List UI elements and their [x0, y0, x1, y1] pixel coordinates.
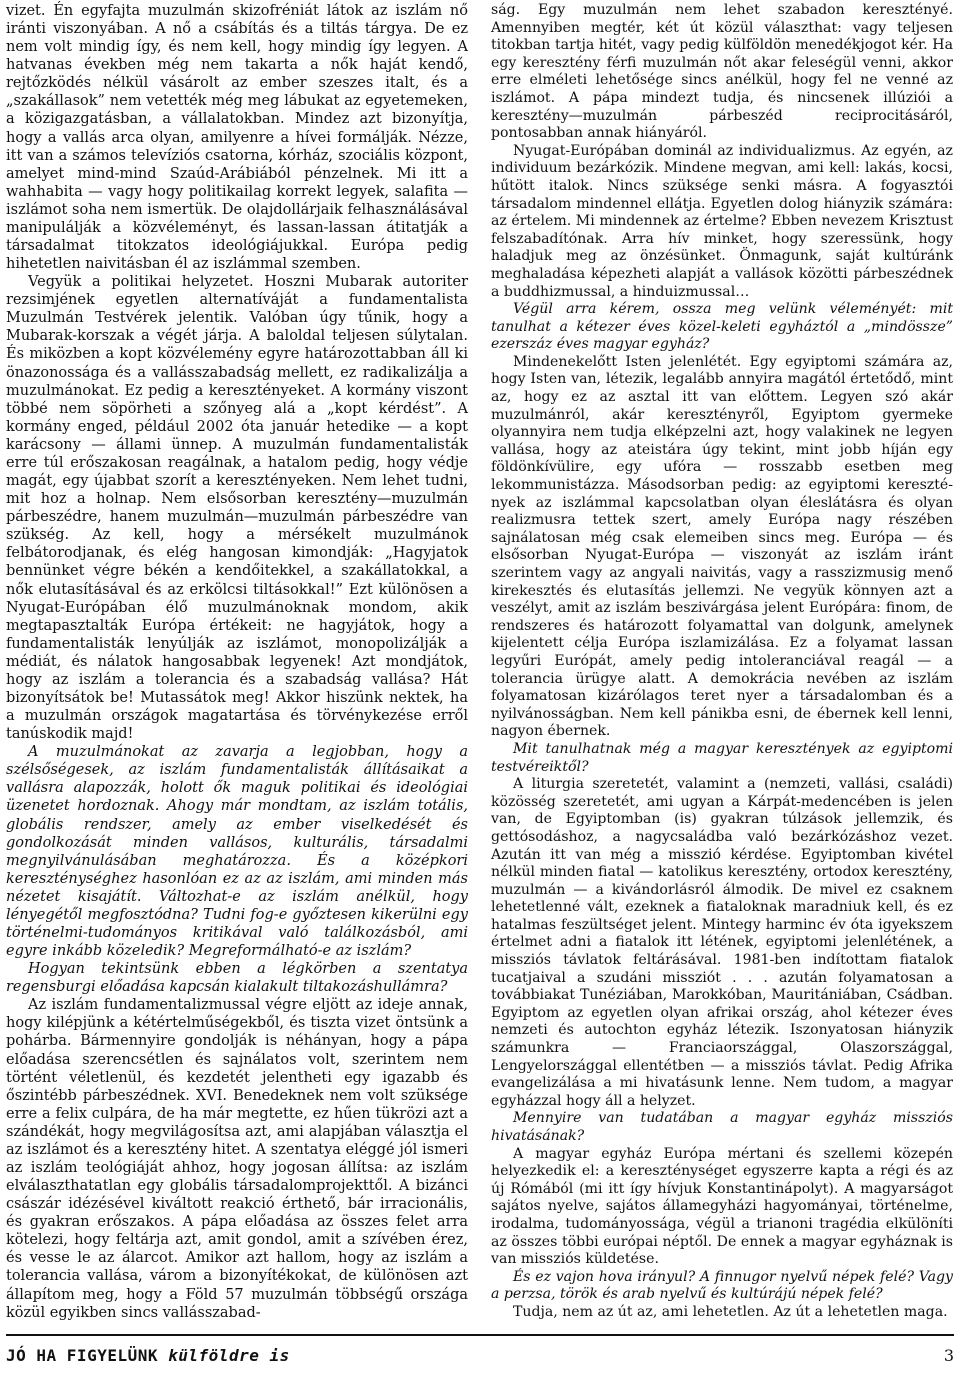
- interview-question-1: A muzulmánokat az zavarja a legjobban, hogy a szélsőségesek, az iszlám fundamentalisták állításaikat a vallásra alapozzák, holott ők maguk politikai és ideológiai üzenetet hordoznak. Ahogy már mondtam, az iszlám totális, globális rendszer, amely az ember viselkedését és gondolkozását minden vallásos, kulturális, társadalmi megnyilvánulásában meghatározza. És a középkori kereszténységhez hasonlóan ez az az iszlám, ami minden más nézetet kisajátít. Változhat-e az iszlám anélkül, hogy lényegétől megfosztódna? Tudni fog-e győztesen kikerülni egy történelmi-tudományos kritikával való találkozásból, ami egyre inkább közeledik? Megreformálható-e az iszlám?: [6, 744, 468, 960]
- paragraph-right-5: A magyar egyház Európa mértani és szellemi közepén helyezkedik el: a kereszténységet egyszerre kapta a régi és az új Rómából (mi itt így hívjuk Konstantinápolyt). A magyarságot sajátos nyelve, sajátos államegyházi hagyományai, történelme, irodalma, tudományossága, végül a trianoni tragédia elkülöníti az összes többi európai néptől. De ennek a magyar egyháznak is van missziós küldetése.: [491, 1145, 953, 1268]
- page-footer: [6, 1334, 954, 1366]
- interview-question-2: Hogyan tekintsünk ebben a légkörben a szentatya regensburgi előadása kapcsán kialakult tiltakozáshullámra?: [6, 961, 468, 996]
- right-column: [491, 2, 953, 1322]
- paragraph-left-3: Az iszlám fundamentalizmussal végre eljött az ideje annak, hogy kilépjünk a kétértelműségekből, és tiszta vizet öntsünk a pohárba. Bármennyire gondolják is néhányan, hogy a pápa előadása szerencsétlen és sajnálatos volt, szerintem nem történt véletlenül, és kezdetét jelentheti egy igazabb és őszintébb párbeszédnek. XVI. Benedeknek nem volt szüksége erre a felix culpára, de ha már megtette, ez hűen tükrözi azt a szándékát, hogy megvilágosítsa azt, ami alapjában választja el az iszlámot és a keresztény hitet. A szentatya eléggé jól ismeri az iszlám teológiáját ahhoz, hogy jogosan állítsa: az iszlám elválaszthatatlan egy globális társadalomprojekttől. A bizánci császár idézésével kiváltott reakció érthető, bár irracionális, és gyakran erőszakos. A pápa előadása az összes felet arra kötelezi, hogy feltárja azt, amit gondol, amit a szívében érez, és vesse le az álarcot. Amikor azt hallom, hogy az iszlám a tolerancia vallása, várom a bizonyítékokat, de különösen azt állapítom meg, hogy a Föld 57 muzulmán többségű országa közül egyikben sincs vallásszabad-: [6, 997, 468, 1321]
- paragraph-right-3: Mindenekelőtt Isten jelenlétét. Egy egyiptomi számára az, hogy Isten van, létezik, legalább annyira magától értetődő, mint az, hogy ez az asztal itt van előttem. Legyen szó akár muzulmánról, akár keresztényről, Egyiptom gyermeke olyannyira nem tudja elképzelni azt, hogy valakinek ne legyen vallása, hogy az ateistára úgy tekint, mint jobb híján egy földönkívülire, egy ufóra — rosszabb esetben meg lekommunistázza. Másodsorban pedig: az egyiptomi keresztények az iszlámmal kapcsolatban olyan éleslátásra és olyan realizmusra tettek szert, amely Európa nagy részében sajnálatosan még csak elemeiben sincs meg. Európa — és elsősorban Nyugat-Európa — viszonyát az iszlám iránt szerintem vagy az angyali naivitás, vagy a rasszizmusig menő kirekesztés és elutasítás jellemzi. Ne vegyük könnyen azt a veszélyt, amit az iszlám beszivárgása jelent Európára: finom, de rendszeres és határozott folyamattal van dolgunk, amelynek kijelentett célja Európa iszlamizálása. Ez a folyamat lassan legyűri Európát, amely pedig intoleranciával reagál — a tolerancia ürügye alatt. A demokrácia nevében az iszlám folyamatosan kizárólagos teret nyer a társadalomban és a nyilvánosságban. Nem kell pánikba esni, de ébernek kell lenni, nagyon ébernek.: [491, 353, 953, 740]
- paragraph-right-2: Nyugat-Európában dominál az individualizmus. Az egyén, az individuum bezárkózik. Mindene megvan, ami kell: lakás, kocsi, hűtött italok. Nincs szüksége senki másra. A fogyasztói társadalom mindennel ellátja. Egyetlen dolog hiányzik számára: az értelem. Mi mindennek az értelme? Ebben nevezem Krisztust felszabadítónak. Arra hív minket, hogy szeressünk, hogy haladjuk meg az önzésünket. Önmagunk, saját kultúránk meghaladása képezheti alapját a vallások közötti párbeszédnek a buddhizmussal, a hinduizmussal…: [491, 142, 953, 300]
- interview-question-6: És ez vajon hova irányul? A finnugor nyelvű népek felé? Vagy a perzsa, török és arab nyelvű és kultúrájú népek felé?: [491, 1268, 953, 1303]
- interview-question-4: Mit tanulhatnak még a magyar keresztények az egyiptomi testvéreiktől?: [491, 740, 953, 775]
- interview-question-5: Mennyire van tudatában a magyar egyház missziós hivatásának?: [491, 1110, 953, 1144]
- paragraph-right-6: Tudja, nem az út az, ami lehetetlen. Az út a lehetetlen maga.: [513, 1303, 948, 1320]
- paragraph-right-1: ság. Egy muzulmán nem lehet szabadon keresztényé. Amennyiben megtér, két út közül választhat: vagy teljesen titokban tartja hitét, vagy pedig külföldön menedékjogot kér. Ha egy keresztény férfi muzulmán nőt akar feleségül venni, akkor erre elméleti lehetősége sincs anélkül, hogy fel ne venné az iszlámot. A pápa mindezt tudja, és nincsenek illúziói a keresztény—muzulmán párbeszéd reciprocitásáról, pontosabban annak hiányáról.: [491, 2, 953, 142]
- page-number: 3: [943, 1346, 954, 1365]
- interview-question-3: Végül arra kérem, ossza meg velünk véleményét: mit tanulhat a kétezer éves közel-keleti egyháztól a „mindössze” ezerszáz éves magyar egyház?: [491, 301, 953, 353]
- paragraph-left-1: vizet. Én egyfajta muzulmán skizofréniát látok az iszlám nő iránti viszonyában. A nő a csábítás és a tiltás tárgya. De ez nem volt mindig így, és nem kell, hogy mindig így legyen. A hatvanas években még nem takarta a nők haját kendő, rejtőzködés nélkül vásárolt az ember szeszes italt, és a „szakállasok” nem vetették még meg lábukat az egyetemeken, a közigazgatásban, a vállalatokban. Mindez azt bizonyítja, hogy a vallás arca olyan, amilyenre a hívei formálják. Nézze, itt van a számos televíziós csatorna, kórház, szociális központ, amelyet mind-mind Szaúd-Arábiából pénzelnek. Mi itt a wahhabita — vagy hogy politikailag korrekt legyek, salafita — iszlámot soha nem ismertük. De olajdollárjaik felhasználásával manipulálják a közvéleményt, és lassan-lassan átitatják a társadalmat titokzatos ideológiájukkal. Európa pedig hihetetlen naivitásban él az iszlámmal szemben.: [6, 3, 468, 273]
- paragraph-right-4: A liturgia szeretetét, valamint a (nemzeti, vallási, családi) közösség szeretetét, ami ugyan a Kárpát-medencében is jelen van, de Egyiptomban (is) gyakran túlzások jellemzik, és gettósodáshoz, a nagycsaládba való bezárkózáshoz vezet. Azután itt van még a misszió kérdése. Egyiptomban kivétel nélkül minden fiatal — katolikus keresztény, ortodox keresztény, muzulmán — a kivándorlásról álmodik. De mivel ez csaknem lehetetlenné vált, ezeknek a fiataloknak maradniuk kell, és ez hatalmas feszültséget jelent. Mintegy harminc év óta igyekszem értelmet adni a fiatalok itt létének, egyiptomi jelenlétének, a missziós távlatok feltárásával. 1981-ben indítottam fiatalok tucatjaival a szudáni missziót . . . azután folyamatosan a továbbiakat Tunéziában, Marokkóban, Mauritániában, Csádban. Egyiptom az egyetlen olyan afrikai ország, ahol kétezer éves nemzeti és autochton egyház létezik. Iszonyatosan hiányzik számunkra — Franciaországgal, Olaszországgal, Lengyelországgal ellentétben — a missziós távlat. Pedig Afrika evangelizálása a mi hivatásunk lenne. Nem tudom, a magyar egyházzal hogy áll a helyzet.: [491, 776, 953, 1109]
- masthead-title: JÓ HA FIGYELÜNK: [6, 1346, 158, 1365]
- masthead-subtitle: külföldre is: [168, 1346, 290, 1365]
- masthead: [6, 1346, 290, 1365]
- left-column: [6, 2, 468, 1322]
- paragraph-left-2: Vegyük a politikai helyzetet. Hoszni Mubarak autoriter rezsimjének egyetlen alternatíváját a fundamentalista Muzulmán Testvérek jelentik. Valóban úgy tűnik, hogy a Mubarak-korszak a végét járja. A baloldal teljesen súlytalan. És miközben a kopt közvélemény egyre határozottabban áll ki önazonossága és a vallásszabadság mellett, ez radikalizálja a muzulmánokat. Ez pedig a keresztényeket. A kormány viszont többé nem söpörheti a szőnyeg alá a „kopt kérdést”. A kormány enged, például 2002 óta január hetedike — a kopt karácsony — állami ünnep. A muzulmán fundamentalisták erre túl erőszakosan reagálnak, a hatalom pedig, hogy védje magát, egy újabbat szorít a keresztényeken. Nem lehet tudni, mit hoz a holnap. Nem elsősorban keresztény—muzulmán párbeszédre, hanem muzulmán—muzulmán párbeszédre van szükség. Az kell, hogy a mérsékelt muzulmánok felbátorodjanak, és elég hangosan kimondják: „Hagyjatok bennünket végre békén a kendőitekkel, a szakállatokkal, a nők elutasításával és az erkölcsi tiltásokkal!” Ezt különösen a Nyugat-Európában élő muzulmánoknak mondom, akik megtapasztalták Európa értékeit: ne hagyjátok, hogy a fundamentalisták lenyúlják az iszlámot, monopolizálják a médiát, és nálatok hangosabbak legyenek! Azt mondjátok, hogy az iszlám a tolerancia és a szabadság vallása? Hát bizonyítsátok be! Mutassátok meg! Akkor hiszünk nektek, ha a muzulmán országok magatartása és törvénykezése erről tanúskodik majd!: [6, 274, 468, 743]
